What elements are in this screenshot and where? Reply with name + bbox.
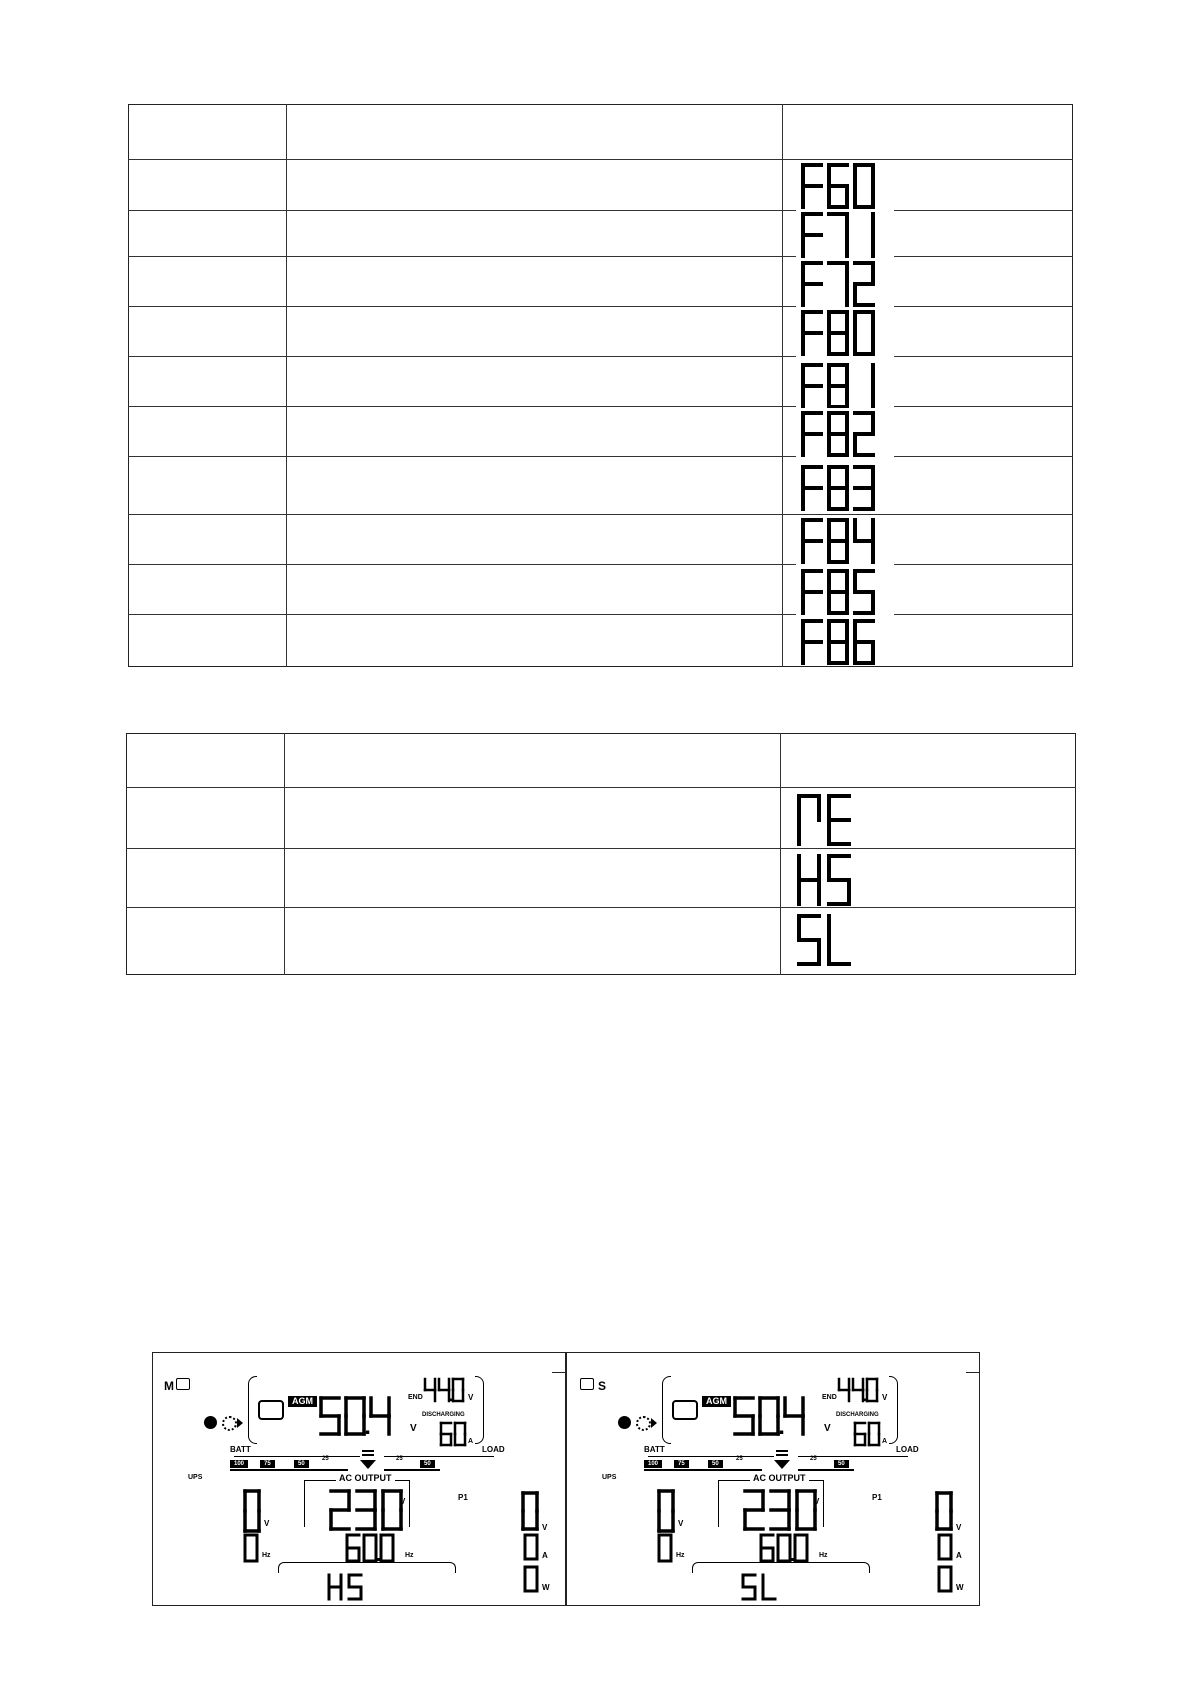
glyph-0 [525,1535,537,1559]
fault-table-row-line [128,564,1073,565]
batt-level-50: 50 [708,1460,723,1468]
discharging-label: DISCHARGING [836,1412,879,1418]
glyph-2 [745,1491,763,1529]
glyph-3 [771,1491,789,1529]
fault-code-f72 [802,262,878,308]
ups-label: UPS [602,1474,617,1481]
glyph-S [743,1575,755,1599]
fault-table-row-line [128,159,1073,160]
load-label: LOAD [482,1445,505,1454]
flow-arrow-icon [237,1418,243,1428]
glyph-6 [441,1423,451,1445]
batt-level-50: 50 [294,1460,309,1468]
input-freq-unit: Hz [676,1552,685,1559]
ups-label: UPS [188,1474,203,1481]
corner-tick [552,1372,566,1373]
phase-label: P1 [872,1493,882,1502]
discharging-current-value [854,1422,884,1448]
glyph-3 [357,1491,375,1529]
load-level-25: 25 [810,1456,817,1462]
fault-code-f84 [802,519,878,565]
corner-tick [966,1372,980,1373]
fault-table-row-line [128,456,1073,457]
glyph-8 [829,312,847,354]
role-mark: S [598,1379,607,1393]
fault-code-f60 [802,164,878,210]
batt-level-75: 75 [260,1460,275,1468]
end-voltage-unit: V [468,1393,474,1402]
glyph-0 [760,1398,783,1434]
discharging-current-value [440,1422,470,1448]
phase-label: P1 [458,1493,468,1502]
glyph-0 [659,1535,671,1561]
fault-table-row-line [128,210,1073,211]
mode-table-row-line [126,787,1076,788]
fault-table-row-line [128,306,1073,307]
ac-output-label: AC OUTPUT [336,1474,395,1483]
glyph-5 [855,571,873,613]
glyph-0 [245,1535,257,1561]
right-current-unit: A [956,1551,962,1560]
glyph-S [799,916,819,964]
glyph-0 [383,1491,401,1529]
glyph-4 [853,1379,866,1401]
glyph-4 [839,1379,849,1401]
right-voltage-value [936,1492,956,1532]
output-freq-value [760,1534,812,1564]
batt-level-bar [644,1469,762,1471]
fault-table-row-line [128,514,1073,515]
mode-code-ne [798,795,854,847]
glyph-0 [855,312,873,354]
network-icon [580,1378,594,1390]
output-voltage-unit: V [400,1497,406,1506]
end-voltage-value [424,1378,468,1404]
batt-level-100: 100 [230,1460,248,1468]
load-level-bar [384,1469,440,1471]
output-freq-unit: Hz [405,1552,414,1559]
battery-icon [672,1400,698,1420]
glyph-S [829,856,849,904]
glyph-0 [245,1491,259,1531]
load-level-50: 50 [420,1460,435,1468]
glyph-F [803,312,821,354]
fault-table-col-divider-1 [286,104,287,667]
right-voltage-unit: V [542,1523,548,1532]
glyph-6 [855,1423,865,1445]
input-voltage-value [658,1490,678,1534]
glyph-7 [829,214,847,256]
input-freq-value [658,1534,676,1564]
battery-voltage-unit: V [824,1423,831,1434]
end-label: END [408,1394,423,1401]
glyph-F [803,165,821,207]
glyph-H [329,1575,341,1599]
output-voltage-value [744,1490,820,1532]
glyph-5 [321,1398,339,1434]
batt-level-25: 25 [736,1456,743,1462]
flow-down-arrow-icon [774,1460,790,1469]
glyph-2 [331,1491,349,1529]
glyph-4 [855,520,873,562]
mode-code-value [328,1574,366,1602]
end-voltage-unit: V [882,1393,888,1402]
output-freq-value [346,1534,398,1564]
glyph-F [803,263,821,305]
fault-code-f71 [802,213,878,259]
input-voltage-unit: V [678,1519,684,1528]
battery-bracket-left [662,1376,671,1444]
glyph-6 [855,621,873,663]
input-freq-value [244,1534,262,1564]
glyph-4 [425,1379,435,1401]
flow-arrow-icon [651,1418,657,1428]
glyph-F [803,571,821,613]
glyph-0 [453,1379,463,1401]
glyph-0 [523,1493,537,1529]
batt-level-25: 25 [322,1456,329,1462]
glyph-0 [795,1535,807,1561]
glyph-8 [829,413,847,455]
mode-table-row-line [126,848,1076,849]
batt-label: BATT [644,1445,665,1454]
glyph-F [803,365,821,407]
glyph-2 [855,263,873,305]
batt-level-75: 75 [674,1460,689,1468]
batt-label: BATT [230,1445,251,1454]
glyph-3 [855,467,873,509]
glyph-0 [346,1398,369,1434]
batt-level-100: 100 [644,1460,662,1468]
fault-table-row-line [128,356,1073,357]
glyph-8 [829,365,847,407]
glyph-8 [829,571,847,613]
glyph-0 [381,1535,393,1561]
fault-code-f86 [802,620,878,666]
right-current-unit: A [542,1551,548,1560]
input-freq-unit: Hz [262,1552,271,1559]
discharging-current-unit: A [468,1438,474,1445]
fault-table-row-line [128,614,1073,615]
glyph-E [829,796,849,844]
mode-table-col-divider-1 [284,733,285,975]
glyph-8 [829,467,847,509]
glyph-L [763,1575,775,1599]
fault-table-row-line [128,406,1073,407]
glyph-6 [347,1535,359,1561]
battery-bracket-right [889,1376,898,1444]
load-level-50: 50 [834,1460,849,1468]
grid-source-icon [204,1416,217,1429]
glyph-0 [939,1535,951,1559]
output-voltage-value [330,1490,406,1532]
output-freq-unit: Hz [819,1552,828,1559]
glyph-0 [455,1423,465,1445]
glyph-L [829,916,849,964]
mode-table-row-line [126,907,1076,908]
right-power-unit: W [542,1583,550,1592]
mode-frame [278,1562,456,1573]
mode-code-sl [798,915,854,967]
right-power-unit: W [956,1583,964,1592]
ac-output-label: AC OUTPUT [750,1474,809,1483]
glyph-F [803,520,821,562]
battery-type-badge: AGM [288,1396,317,1407]
fault-table-row-line [128,256,1073,257]
fault-code-f85 [802,570,878,616]
glyph-8 [829,621,847,663]
glyph-4 [785,1398,803,1434]
flow-lines-icon [776,1450,788,1452]
input-voltage-unit: V [264,1519,270,1528]
battery-bracket-left [248,1376,257,1444]
load-label: LOAD [896,1445,919,1454]
role-mark: M [164,1379,174,1393]
fault-code-f82 [802,412,878,458]
batt-flow-line [648,1456,774,1457]
right-current-value [938,1534,956,1562]
flow-lines-icon [362,1450,374,1452]
fault-code-f81 [802,364,878,410]
glyph-S [349,1575,361,1599]
mode-code-hs [798,855,854,907]
battery-voltage-value [734,1397,808,1437]
fault-code-f83 [802,466,878,512]
discharging-label: DISCHARGING [422,1412,465,1418]
mode-frame [692,1562,870,1573]
battery-bracket-right [475,1376,484,1444]
glyph-0 [797,1491,815,1529]
output-voltage-unit: V [814,1497,820,1506]
glyph-0 [855,165,873,207]
discharging-current-unit: A [882,1438,888,1445]
solar-source-icon [222,1416,237,1431]
glyph-0 [937,1493,951,1529]
glyph-H [799,856,819,904]
battery-icon [258,1400,284,1420]
mode-code-value [742,1574,780,1602]
end-label: END [822,1394,837,1401]
mode-table-col-divider-2 [780,733,781,975]
glyph-F [803,413,821,455]
battery-type-badge: AGM [702,1396,731,1407]
batt-flow-line [234,1456,360,1457]
glyph-4 [371,1398,389,1434]
flow-down-arrow-icon [360,1460,376,1469]
battery-voltage-unit: V [410,1423,417,1434]
glyph-0 [364,1535,380,1561]
input-voltage-value [244,1490,264,1534]
batt-level-bar [230,1469,348,1471]
glyph-0 [867,1379,877,1401]
glyph-2 [855,413,873,455]
glyph-0 [659,1491,673,1531]
battery-voltage-value [320,1397,394,1437]
right-current-value [524,1534,542,1562]
glyph-0 [869,1423,879,1445]
network-icon [176,1378,190,1390]
right-voltage-unit: V [956,1523,962,1532]
glyph-N [799,796,819,844]
solar-source-icon [636,1416,651,1431]
glyph-6 [761,1535,773,1561]
glyph-F [803,467,821,509]
glyph-4 [439,1379,452,1401]
glyph-7 [829,263,847,305]
right-power-value [938,1566,956,1594]
load-level-bar [798,1469,854,1471]
glyph-5 [735,1398,753,1434]
glyph-8 [829,520,847,562]
grid-source-icon [618,1416,631,1429]
end-voltage-value [838,1378,882,1404]
fault-table-col-divider-2 [782,104,783,667]
load-level-25: 25 [396,1456,403,1462]
fault-code-f80 [802,311,878,357]
glyph-F [803,621,821,663]
glyph-0 [525,1567,537,1591]
mode-code-table [126,733,1076,975]
right-power-value [524,1566,542,1594]
glyph-F [803,214,821,256]
fault-code-table [128,104,1073,667]
glyph-6 [829,165,847,207]
glyph-0 [778,1535,794,1561]
glyph-0 [939,1567,951,1591]
right-voltage-value [522,1492,542,1532]
